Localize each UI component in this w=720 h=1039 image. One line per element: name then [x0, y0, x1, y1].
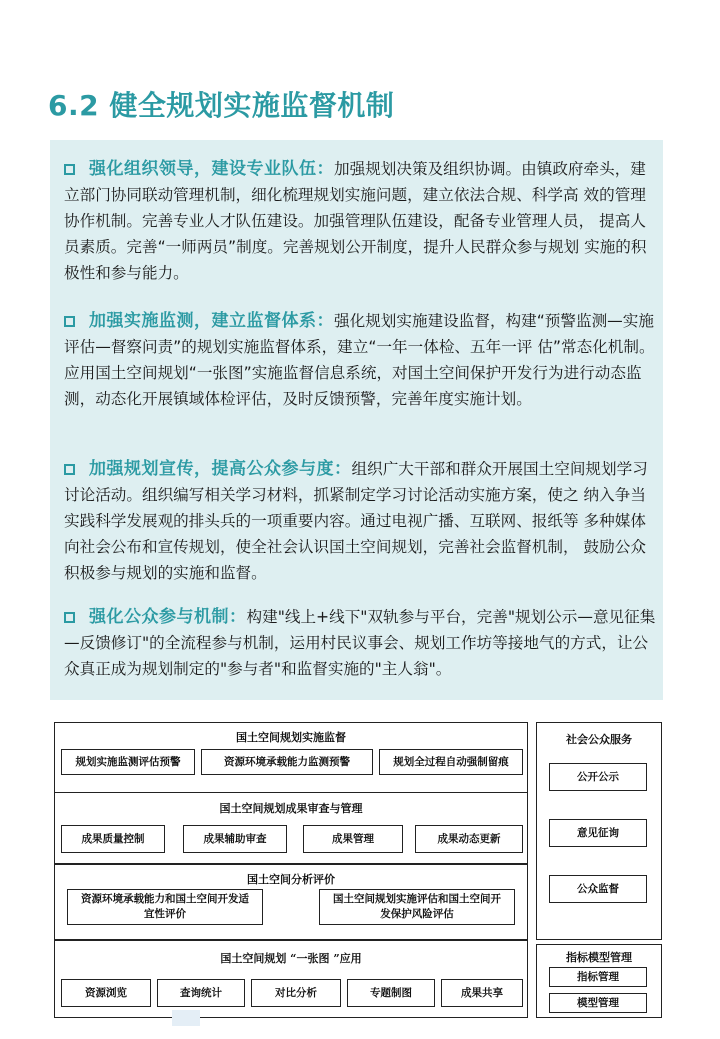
- indicator-item: 模型管理: [549, 993, 647, 1013]
- onemap-item: 成果共享: [441, 979, 523, 1007]
- onemap-item: 资源浏览: [61, 979, 151, 1007]
- onemap-frame: [54, 940, 528, 1018]
- public-service-frame: [536, 722, 662, 940]
- section-monitoring: [64, 308, 656, 412]
- page-title: 6.2 健全规划实施监督机制: [48, 89, 395, 122]
- section-heading: 强化组织领导，建设专业队伍：: [89, 159, 334, 179]
- checkbox-bullet-icon: [64, 164, 75, 175]
- section-heading: 强化公众参与机制：: [89, 607, 247, 627]
- supervision-item: 资源环境承载能力监测预警: [201, 749, 373, 775]
- analysis-title: 国土空间分析评价: [247, 873, 335, 886]
- section-publicity: [64, 456, 656, 586]
- public-service-item: 公开公示: [549, 763, 647, 791]
- section-organization: [64, 156, 656, 286]
- checkbox-bullet-icon: [64, 612, 75, 623]
- onemap-title: 国土空间规划 “一张图 ”应用: [220, 952, 362, 965]
- review-title: 国土空间规划成果审查与管理: [219, 802, 363, 815]
- section-participation: [64, 604, 656, 682]
- analysis-frame: [54, 864, 528, 940]
- supervision-item: 规划实施监测评估预警: [61, 749, 195, 775]
- measures-panel: [50, 140, 663, 700]
- analysis-item: 国土空间规划实施评估和国土空间开发保护风险评估: [319, 889, 515, 925]
- onemap-item: 查询统计: [157, 979, 245, 1007]
- section-heading: 加强规划宣传，提高公众参与度：: [89, 459, 352, 479]
- onemap-item: 专题制图: [347, 979, 435, 1007]
- checkbox-bullet-icon: [64, 464, 75, 475]
- supervision-item: 规划全过程自动强制留痕: [379, 749, 523, 775]
- indicator-item: 指标管理: [549, 967, 647, 987]
- public-service-title: 社会公众服务: [566, 733, 632, 746]
- review-item: 成果动态更新: [415, 825, 523, 853]
- supervision-frame: [54, 722, 528, 796]
- review-frame: [54, 792, 528, 864]
- page-marker: [172, 1010, 200, 1026]
- section-text: 加强规划决策及组织协调。由镇政府牵头，建立部门协同联动管理机制，细化梳理规划实施问题，建立依法合规、科学高 效的管理协作机制。完善专业人才队伍建设。加强管理队伍建设，配备专业管理人员， 提高人员素质。完善“一师两员”制度。完善规划公开制度，提升人民群众参与规划 实施的积极性和参与能力。: [64, 160, 647, 282]
- review-item: 成果质量控制: [61, 825, 165, 853]
- public-service-item: 意见征询: [549, 819, 647, 847]
- analysis-item: 资源环境承载能力和国土空间开发适宜性评价: [67, 889, 263, 925]
- indicator-frame: [536, 944, 662, 1018]
- review-item: 成果管理: [303, 825, 403, 853]
- section-text: 强化规划实施建设监督，构建“预警监测—实施评估—督察问责”的规划实施监督体系，建立“一年一体检、五年一评 估”常态化机制。应用国土空间规划“一张图”实施监督信息系统，对国土空间保护开发行为进行动态监测，动态化开展镇域体检评估，及时反馈预警，完善年度实施计划。: [64, 312, 655, 408]
- section-heading: 加强实施监测，建立监督体系：: [89, 311, 334, 331]
- review-item: 成果辅助审查: [183, 825, 287, 853]
- section-text: 构建"线上+线下"双轨参与平台，完善"规划公示—意见征集—反馈修订"的全流程参与机制，运用村民议事会、规划工作坊等接地气的方式，让公众真正成为规划制定的"参与者"和监督实施的"主人翁"。: [64, 608, 656, 678]
- public-service-item: 公众监督: [549, 875, 647, 903]
- section-text: 组织广大干部和群众开展国土空间规划学习讨论活动。组织编写相关学习材料，抓紧制定学习讨论活动实施方案，使之 纳入争当实践科学发展观的排头兵的一项重要内容。通过电视广播、互联网、报纸等 多种媒体向社会公布和宣传规划，使全社会认识国土空间规划，完善社会监督机制， 鼓励公众积极参与规划的实施和监督。: [64, 460, 648, 582]
- checkbox-bullet-icon: [64, 316, 75, 327]
- supervision-title: 国土空间规划实施监督: [236, 731, 346, 744]
- system-architecture-diagram: [50, 718, 666, 1021]
- onemap-item: 对比分析: [251, 979, 341, 1007]
- indicator-title: 指标模型管理: [566, 951, 632, 964]
